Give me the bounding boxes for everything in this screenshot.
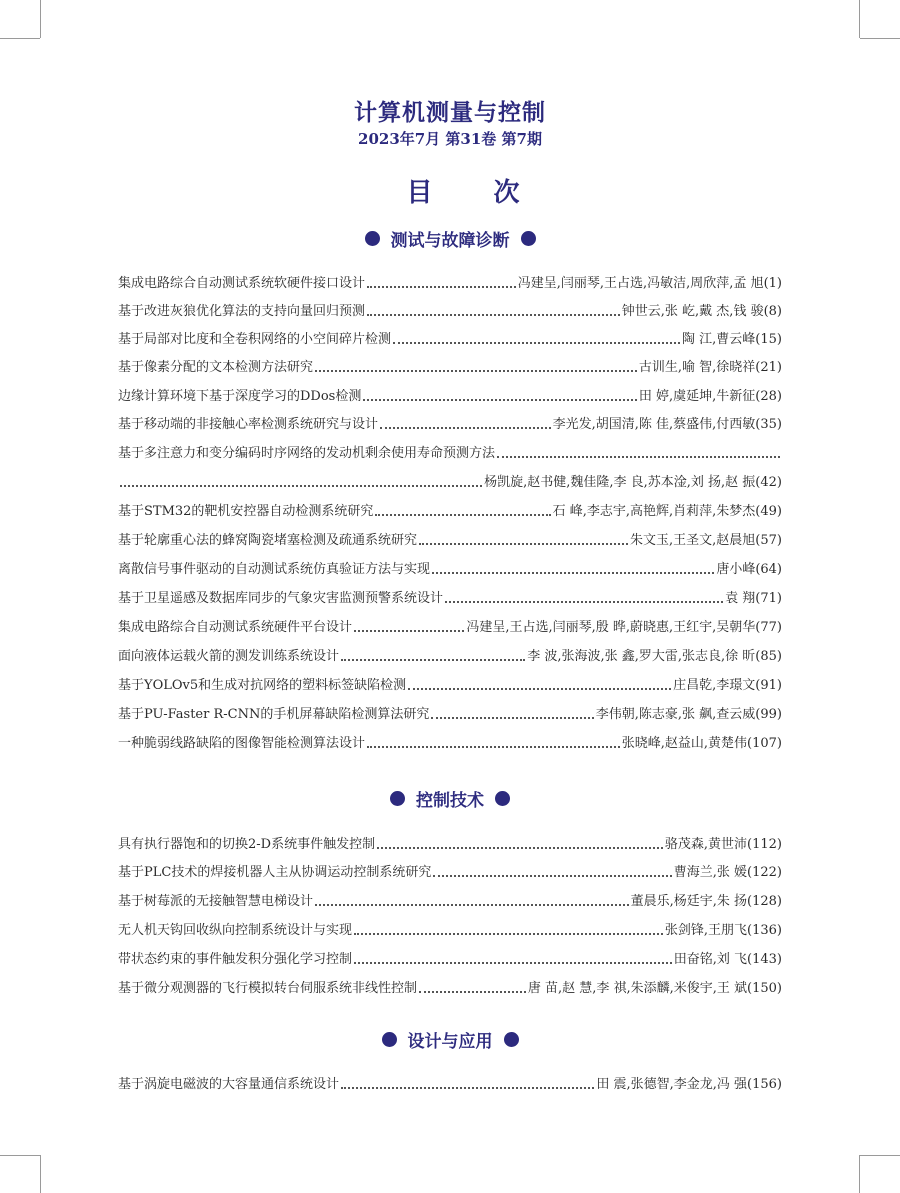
entry-title: 无人机天钩回收纵向控制系统设计与实现: [118, 923, 353, 938]
dot-leader: [445, 601, 723, 603]
entry-title: 基于YOLOv5和生成对抗网络的塑料标签缺陷检测: [118, 678, 407, 693]
dot-leader: [419, 543, 628, 545]
entry-title: 基于卫星遥感及数据库同步的气象灾害监测预警系统设计: [118, 591, 444, 606]
toc-entry[interactable]: [118, 501, 782, 523]
entry-authors: 唐 苗,赵 慧,李 祺,朱添麟,米俊宇,王 斌(150): [527, 981, 782, 996]
bullet-dot-icon: [390, 791, 405, 806]
dot-leader: [120, 485, 482, 487]
entry-title: 具有执行器饱和的切换2-D系统事件触发控制: [118, 837, 376, 852]
bullet-dot-icon: [504, 1032, 519, 1047]
crop-mark: [859, 1155, 860, 1193]
toc-entry[interactable]: [118, 1074, 782, 1096]
entry-authors: 朱文玉,王圣文,赵晨旭(57): [630, 533, 782, 548]
toc-entry[interactable]: [118, 329, 782, 351]
entry-authors: 田 震,张德智,李金龙,冯 强(156): [596, 1077, 782, 1092]
crop-mark: [860, 38, 900, 39]
crop-mark: [0, 1155, 40, 1156]
dot-leader: [354, 630, 464, 632]
entry-title: 基于微分观测器的飞行模拟转台伺服系统非线性控制: [118, 981, 418, 996]
dot-leader: [367, 746, 620, 748]
entry-authors: 袁 翔(71): [725, 591, 782, 606]
crop-mark: [0, 38, 40, 39]
entry-title: 基于涡旋电磁波的大容量通信系统设计: [118, 1077, 340, 1092]
entry-authors: 冯建呈,王占选,闫丽琴,殷 晔,蔚晓惠,王红宇,吴朝华(77): [466, 620, 782, 635]
crop-mark: [860, 1155, 900, 1156]
toc-entry[interactable]: [118, 675, 782, 697]
entry-authors: 唐小峰(64): [716, 562, 782, 577]
entry-authors: 陶 江,曹云峰(15): [682, 332, 782, 347]
toc-entry[interactable]: [118, 646, 782, 668]
entry-authors: 钟世云,张 屹,戴 杰,钱 骏(8): [621, 304, 782, 319]
entry-title: 基于轮廓重心法的蜂窝陶瓷堵塞检测及疏通系统研究: [118, 533, 418, 548]
dot-leader: [419, 991, 526, 993]
dot-leader: [380, 427, 551, 429]
entry-authors: 骆茂森,黄世沛(112): [664, 837, 782, 852]
dot-leader: [367, 314, 620, 316]
entry-title: 基于多注意力和变分编码时序网络的发动机剩余使用寿命预测方法: [118, 446, 496, 461]
entry-authors: 李光发,胡国清,陈 佳,蔡盛伟,付西敏(35): [552, 417, 782, 432]
section-heading: [0, 786, 900, 810]
section-title: 测试与故障诊断: [390, 230, 510, 251]
bullet-dot-icon: [495, 791, 510, 806]
dot-leader: [363, 399, 637, 401]
journal-title: 计算机测量与控制: [354, 100, 546, 126]
entry-title: 基于PU-Faster R-CNN的手机屏幕缺陷检测算法研究: [118, 707, 430, 722]
bullet-dot-icon: [365, 231, 380, 246]
dot-leader: [341, 1087, 594, 1089]
entry-title: 集成电路综合自动测试系统软硬件接口设计: [118, 276, 366, 291]
entry-title: 基于局部对比度和全卷积网络的小空间碎片检测: [118, 332, 392, 347]
section-heading: [0, 226, 900, 250]
bullet-dot-icon: [521, 231, 536, 246]
toc-entry[interactable]: [118, 301, 782, 323]
entry-authors: 冯建呈,闫丽琴,王占选,冯敏洁,周欣萍,孟 旭(1): [517, 276, 782, 291]
entry-authors: 李伟朝,陈志豪,张 飙,查云威(99): [595, 707, 782, 722]
toc-entry[interactable]: [118, 530, 782, 552]
entry-title: 基于像素分配的文本检测方法研究: [118, 360, 314, 375]
toc-title: 目 次: [406, 178, 546, 208]
entry-authors: 杨凯旋,赵书健,魏佳隆,李 良,苏本淦,刘 扬,赵 振(42): [484, 475, 782, 490]
toc-entry[interactable]: [118, 617, 782, 639]
toc-entry[interactable]: [118, 862, 782, 884]
crop-mark: [859, 0, 860, 38]
toc-entry[interactable]: [118, 949, 782, 971]
toc-entry-continuation[interactable]: [118, 472, 782, 494]
dot-leader: [315, 370, 637, 372]
dot-leader: [354, 962, 672, 964]
toc-entry[interactable]: [118, 920, 782, 942]
entry-title: 基于移动端的非接触心率检测系统研究与设计: [118, 417, 379, 432]
toc-entry[interactable]: [118, 357, 782, 379]
dot-leader: [393, 342, 680, 344]
dot-leader: [433, 875, 671, 877]
dot-leader: [315, 904, 629, 906]
entry-authors: 董晨乐,杨廷宇,朱 扬(128): [630, 894, 782, 909]
entry-authors: 曹海兰,张 媛(122): [673, 865, 782, 880]
entry-title: 面向液体运载火箭的测发训练系统设计: [118, 649, 340, 664]
toc-entry[interactable]: [118, 891, 782, 913]
toc-entry[interactable]: [118, 588, 782, 610]
dot-leader: [375, 514, 550, 516]
section-title: 设计与应用: [407, 1031, 493, 1052]
entry-authors: 田奋铭,刘 飞(143): [673, 952, 782, 967]
dot-leader: [341, 659, 525, 661]
toc-entry[interactable]: [118, 704, 782, 726]
section-heading: [0, 1027, 900, 1051]
toc-entry[interactable]: [118, 559, 782, 581]
entry-authors: 石 峰,李志宇,高艳辉,肖莉萍,朱梦杰(49): [552, 504, 782, 519]
crop-mark: [40, 1155, 41, 1193]
dot-leader: [432, 572, 714, 574]
toc-entry[interactable]: [118, 733, 782, 755]
entry-authors: 古训生,喻 智,徐晓祥(21): [638, 360, 782, 375]
entry-authors: 庄昌乾,李璟文(91): [673, 678, 782, 693]
section-title: 控制技术: [416, 790, 484, 811]
entry-title: 离散信号事件驱动的自动测试系统仿真验证方法与实现: [118, 562, 431, 577]
dot-leader: [367, 286, 516, 288]
dot-leader: [377, 847, 663, 849]
entry-title: 基于STM32的靶机安控器自动检测系统研究: [118, 504, 374, 519]
entry-title: 基于改进灰狼优化算法的支持向量回归预测: [118, 304, 366, 319]
bullet-dot-icon: [382, 1032, 397, 1047]
entry-title: 集成电路综合自动测试系统硬件平台设计: [118, 620, 353, 635]
crop-mark: [40, 0, 41, 38]
entry-title: 一种脆弱线路缺陷的图像智能检测算法设计: [118, 736, 366, 751]
toc-entry[interactable]: [118, 414, 782, 436]
toc-entry[interactable]: [118, 834, 782, 856]
dot-leader: [354, 933, 663, 935]
entry-title: 基于PLC技术的焊接机器人主从协调运动控制系统研究: [118, 865, 432, 880]
toc-entry[interactable]: [118, 386, 782, 408]
dot-leader: [497, 456, 780, 458]
toc-entry[interactable]: [118, 273, 782, 295]
dot-leader: [408, 688, 671, 690]
issue-line: 2023年7月 第31卷 第7期: [358, 130, 542, 148]
entry-authors: 田 婷,虞延坤,牛新征(28): [638, 389, 782, 404]
entry-authors: 张晓峰,赵益山,黄楚伟(107): [621, 736, 782, 751]
dot-leader: [431, 717, 593, 719]
toc-entry[interactable]: [118, 443, 782, 465]
entry-title: 边缘计算环境下基于深度学习的DDos检测: [118, 389, 362, 404]
entry-title: 基于树莓派的无接触智慧电梯设计: [118, 894, 314, 909]
toc-entry[interactable]: [118, 978, 782, 1000]
entry-title: 带状态约束的事件触发积分强化学习控制: [118, 952, 353, 967]
entry-authors: 张剑锋,王朋飞(136): [664, 923, 782, 938]
entry-authors: 李 波,张海波,张 鑫,罗大雷,张志良,徐 昕(85): [527, 649, 782, 664]
